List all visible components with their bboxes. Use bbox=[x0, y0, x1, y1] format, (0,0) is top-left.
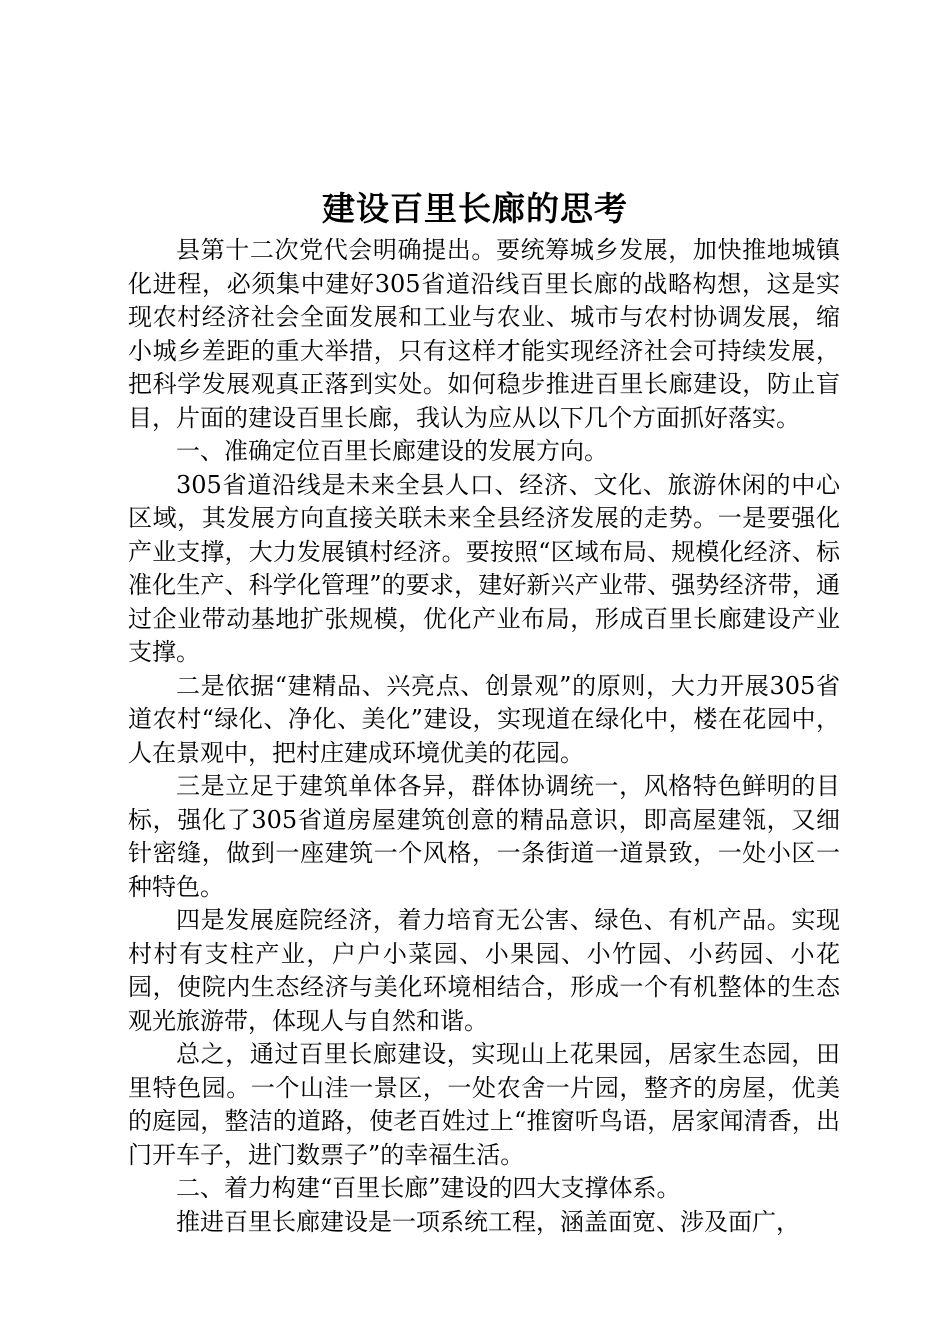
section-heading-2: 二、着力构建“百里长廊”建设的四大支撑体系。 bbox=[176, 1174, 681, 1202]
paragraph-intro: 县第十二次党代会明确提出。要统筹城乡发展，加快推地城镇化进程，必须集中建好305省道沿线百里长廊的战略构想，这是实现农村经济社会全面发展和工业与农业、城市与农村协调发展，缩小城乡差距的重大举措，只有这样才能实现经济社会可持续发展，把科学发展观真正落到实处。如何稳步推进百里长廊建设，防止盲目，片面的建设百里长廊，我认为应从以下几个方面抓好落实。 bbox=[128, 236, 840, 432]
section-heading-1: 一、准确定位百里长廊建设的发展方向。 bbox=[176, 437, 608, 465]
document-title: 建设百里长廊的思考 bbox=[322, 189, 628, 228]
paragraph-point-3: 三是立足于建筑单体各异，群体协调统一，风格特色鲜明的目标，强化了305省道房屋建筑创意的精品意识，即高屋建瓴，又细针密缝，做到一座建筑一个风格，一条街道一道景致，一处小区一种特色。 bbox=[128, 772, 840, 901]
paragraph-point-2: 二是依据“建精品、兴亮点、创景观”的原则，大力开展305省道农村“绿化、净化、美化”建设，实现道在绿化中，楼在花园中，人在景观中，把村庄建成环境优美的花园。 bbox=[128, 671, 840, 767]
paragraph-system: 推进百里长廊建设是一项系统工程，涵盖面宽、涉及面广， bbox=[176, 1207, 800, 1236]
paragraph-route-305: 305省道沿线是未来全县人口、经济、文化、旅游休闲的中心区域，其发展方向直接关联未来全县经济发展的走势。一是要强化产业支撑，大力发展镇村经济。要按照“区域布局、规模化经济、标准化生产、科学化管理”的要求，建好新兴产业带、强势经济带，通过企业带动基地扩张规模，优化产业布局，形成百里长廊建设产业支撑。 bbox=[128, 470, 840, 666]
document-body bbox=[128, 234, 840, 1239]
paragraph-point-4: 四是发展庭院经济，着力培育无公害、绿色、有机产品。实现村村有支柱产业，户户小菜园、小果园、小竹园、小药园、小花园，使院内生态经济与美化环境相结合，形成一个有机整体的生态观光旅游带，体现人与自然和谐。 bbox=[128, 906, 840, 1035]
paragraph-summary: 总之，通过百里长廊建设，实现山上花果园，居家生态园，田里特色园。一个山洼一景区，一处农舍一片园，整齐的房屋，优美的庭园，整洁的道路，使老百姓过上“推窗听鸟语，居家闻清香，出门开车子，进门数票子”的幸福生活。 bbox=[128, 1040, 840, 1169]
